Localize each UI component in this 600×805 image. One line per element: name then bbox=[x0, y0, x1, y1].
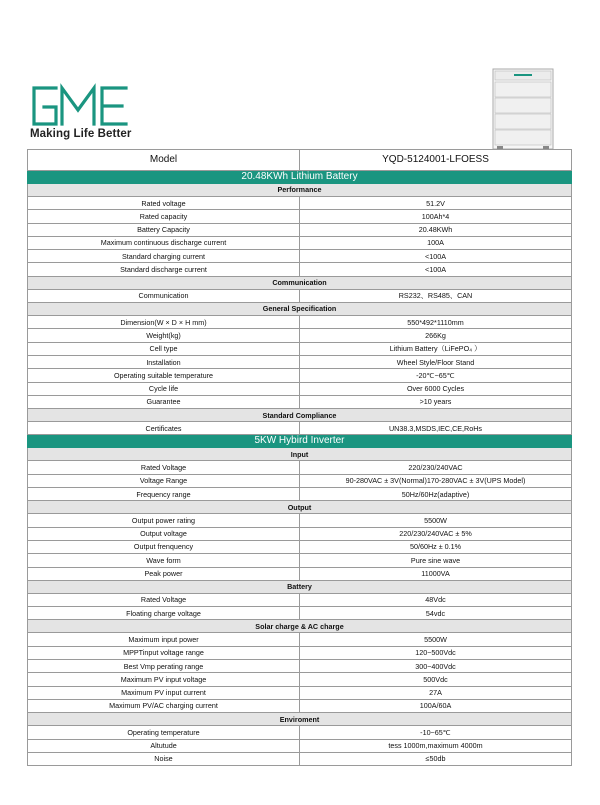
section-title: 20.48KWh Lithium Battery bbox=[28, 171, 572, 184]
spec-label: Battery Capacity bbox=[28, 223, 300, 236]
spec-value: ≤50db bbox=[300, 752, 572, 765]
spec-label: Rated voltage bbox=[28, 197, 300, 210]
group-title: Solar charge & AC charge bbox=[28, 620, 572, 633]
spec-value: >10 years bbox=[300, 395, 572, 408]
spec-row bbox=[28, 726, 572, 739]
spec-label: Operating suitable temperature bbox=[28, 369, 300, 382]
spec-row bbox=[28, 355, 572, 368]
spec-row bbox=[28, 316, 572, 329]
spec-row bbox=[28, 593, 572, 606]
spec-value: 500Vdc bbox=[300, 673, 572, 686]
spec-label: Installation bbox=[28, 355, 300, 368]
spec-label: Peak power bbox=[28, 567, 300, 580]
spec-row bbox=[28, 342, 572, 355]
group-title: Standard Compliance bbox=[28, 409, 572, 422]
spec-value: <100A bbox=[300, 263, 572, 276]
spec-value: 100A/60A bbox=[300, 699, 572, 712]
spec-value: <100A bbox=[300, 250, 572, 263]
group-title: Communication bbox=[28, 276, 572, 289]
spec-value: 220/230/240VAC bbox=[300, 461, 572, 474]
spec-value: 50/60Hz ± 0.1% bbox=[300, 540, 572, 553]
model-label: Model bbox=[28, 150, 300, 171]
spec-label: Noise bbox=[28, 752, 300, 765]
spec-label: Output frenquency bbox=[28, 540, 300, 553]
brand-tagline: Making Life Better bbox=[30, 128, 132, 140]
spec-row bbox=[28, 236, 572, 249]
spec-row bbox=[28, 210, 572, 223]
spec-value: 5500W bbox=[300, 633, 572, 646]
spec-value: 54vdc bbox=[300, 607, 572, 620]
section-title: 5KW Hybird Inverter bbox=[28, 435, 572, 448]
spec-value: 27A bbox=[300, 686, 572, 699]
spec-label: Output voltage bbox=[28, 527, 300, 540]
spec-label: Rated Voltage bbox=[28, 461, 300, 474]
spec-label: Operating temperature bbox=[28, 726, 300, 739]
group-title: Battery bbox=[28, 580, 572, 593]
spec-label: Rated Voltage bbox=[28, 593, 300, 606]
spec-label: Certificates bbox=[28, 422, 300, 435]
spec-label: Cycle life bbox=[28, 382, 300, 395]
spec-row bbox=[28, 289, 572, 302]
spec-row bbox=[28, 422, 572, 435]
spec-label: Floating charge voltage bbox=[28, 607, 300, 620]
spec-label: Altutude bbox=[28, 739, 300, 752]
spec-value: 220/230/240VAC ± 5% bbox=[300, 527, 572, 540]
spec-label: Communication bbox=[28, 289, 300, 302]
spec-label: Maximum PV input voltage bbox=[28, 673, 300, 686]
spec-row bbox=[28, 633, 572, 646]
spec-row bbox=[28, 686, 572, 699]
spec-row bbox=[28, 567, 572, 580]
spec-row bbox=[28, 395, 572, 408]
spec-label: Dimension(W × D × H mm) bbox=[28, 316, 300, 329]
spec-label: Standard charging current bbox=[28, 250, 300, 263]
spec-row bbox=[28, 329, 572, 342]
spec-row bbox=[28, 646, 572, 659]
spec-value: 50Hz/60Hz(adaptive) bbox=[300, 488, 572, 501]
spec-row bbox=[28, 660, 572, 673]
group-header bbox=[28, 620, 572, 633]
spec-value: 120~500Vdc bbox=[300, 646, 572, 659]
spec-value: 100A bbox=[300, 236, 572, 249]
group-header bbox=[28, 713, 572, 726]
spec-value: 90-280VAC ± 3V(Normal)170-280VAC ± 3V(UPS Model) bbox=[300, 474, 572, 487]
spec-row bbox=[28, 554, 572, 567]
spec-row bbox=[28, 527, 572, 540]
spec-row bbox=[28, 673, 572, 686]
spec-value: UN38.3,MSDS,IEC,CE,RoHs bbox=[300, 422, 572, 435]
spec-value: 5500W bbox=[300, 514, 572, 527]
group-title: General Specification bbox=[28, 303, 572, 316]
spec-value: 20.48KWh bbox=[300, 223, 572, 236]
spec-row bbox=[28, 514, 572, 527]
spec-value: 11000VA bbox=[300, 567, 572, 580]
spec-row bbox=[28, 474, 572, 487]
spec-value: 300~400Vdc bbox=[300, 660, 572, 673]
spec-value: Pure sine wave bbox=[300, 554, 572, 567]
spec-label: Voltage Range bbox=[28, 474, 300, 487]
spec-label: Best Vmp perating range bbox=[28, 660, 300, 673]
spec-row bbox=[28, 382, 572, 395]
spec-label: Maximum continuous discharge current bbox=[28, 236, 300, 249]
model-value: YQD-5124001-LFOESS bbox=[300, 150, 572, 171]
group-header bbox=[28, 501, 572, 514]
spec-row bbox=[28, 197, 572, 210]
spec-label: Maximum input power bbox=[28, 633, 300, 646]
spec-label: Wave form bbox=[28, 554, 300, 567]
model-row bbox=[28, 150, 572, 171]
spec-value: 100Ah*4 bbox=[300, 210, 572, 223]
spec-row bbox=[28, 461, 572, 474]
spec-label: Weight(kg) bbox=[28, 329, 300, 342]
group-title: Output bbox=[28, 501, 572, 514]
spec-label: Output power rating bbox=[28, 514, 300, 527]
spec-row bbox=[28, 607, 572, 620]
spec-label: Standard discharge current bbox=[28, 263, 300, 276]
spec-value: 266Kg bbox=[300, 329, 572, 342]
spec-label: Rated capacity bbox=[28, 210, 300, 223]
group-header bbox=[28, 580, 572, 593]
group-header bbox=[28, 409, 572, 422]
gme-logo bbox=[26, 80, 136, 132]
spec-value: 550*492*1110mm bbox=[300, 316, 572, 329]
spec-row bbox=[28, 699, 572, 712]
spec-value: RS232、RS485、CAN bbox=[300, 289, 572, 302]
spec-value: 51.2V bbox=[300, 197, 572, 210]
spec-value: Over 6000 Cycles bbox=[300, 382, 572, 395]
group-title: Performance bbox=[28, 184, 572, 197]
battery-cabinet-image bbox=[492, 68, 554, 150]
group-header bbox=[28, 448, 572, 461]
spec-row bbox=[28, 488, 572, 501]
spec-value: Lithium Battery（LiFePO₄ ） bbox=[300, 342, 572, 355]
spec-row bbox=[28, 263, 572, 276]
group-header bbox=[28, 303, 572, 316]
group-title: Input bbox=[28, 448, 572, 461]
specification-table bbox=[27, 149, 572, 766]
group-title: Enviroment bbox=[28, 713, 572, 726]
spec-label: Maximum PV/AC charging current bbox=[28, 699, 300, 712]
spec-label: Maximum PV input current bbox=[28, 686, 300, 699]
spec-label: MPPTinput voltage range bbox=[28, 646, 300, 659]
spec-row bbox=[28, 223, 572, 236]
spec-value: -10~65℃ bbox=[300, 726, 572, 739]
spec-value: Wheel Style/Floor Stand bbox=[300, 355, 572, 368]
spec-row bbox=[28, 369, 572, 382]
section-header bbox=[28, 435, 572, 448]
spec-row bbox=[28, 752, 572, 765]
spec-row bbox=[28, 739, 572, 752]
spec-row bbox=[28, 250, 572, 263]
spec-row bbox=[28, 540, 572, 553]
spec-value: 48Vdc bbox=[300, 593, 572, 606]
spec-label: Guarantee bbox=[28, 395, 300, 408]
group-header bbox=[28, 184, 572, 197]
section-header bbox=[28, 171, 572, 184]
spec-value: tess 1000m,maximum 4000m bbox=[300, 739, 572, 752]
group-header bbox=[28, 276, 572, 289]
spec-value: -20℃~65℃ bbox=[300, 369, 572, 382]
spec-label: Cell type bbox=[28, 342, 300, 355]
spec-label: Frequency range bbox=[28, 488, 300, 501]
